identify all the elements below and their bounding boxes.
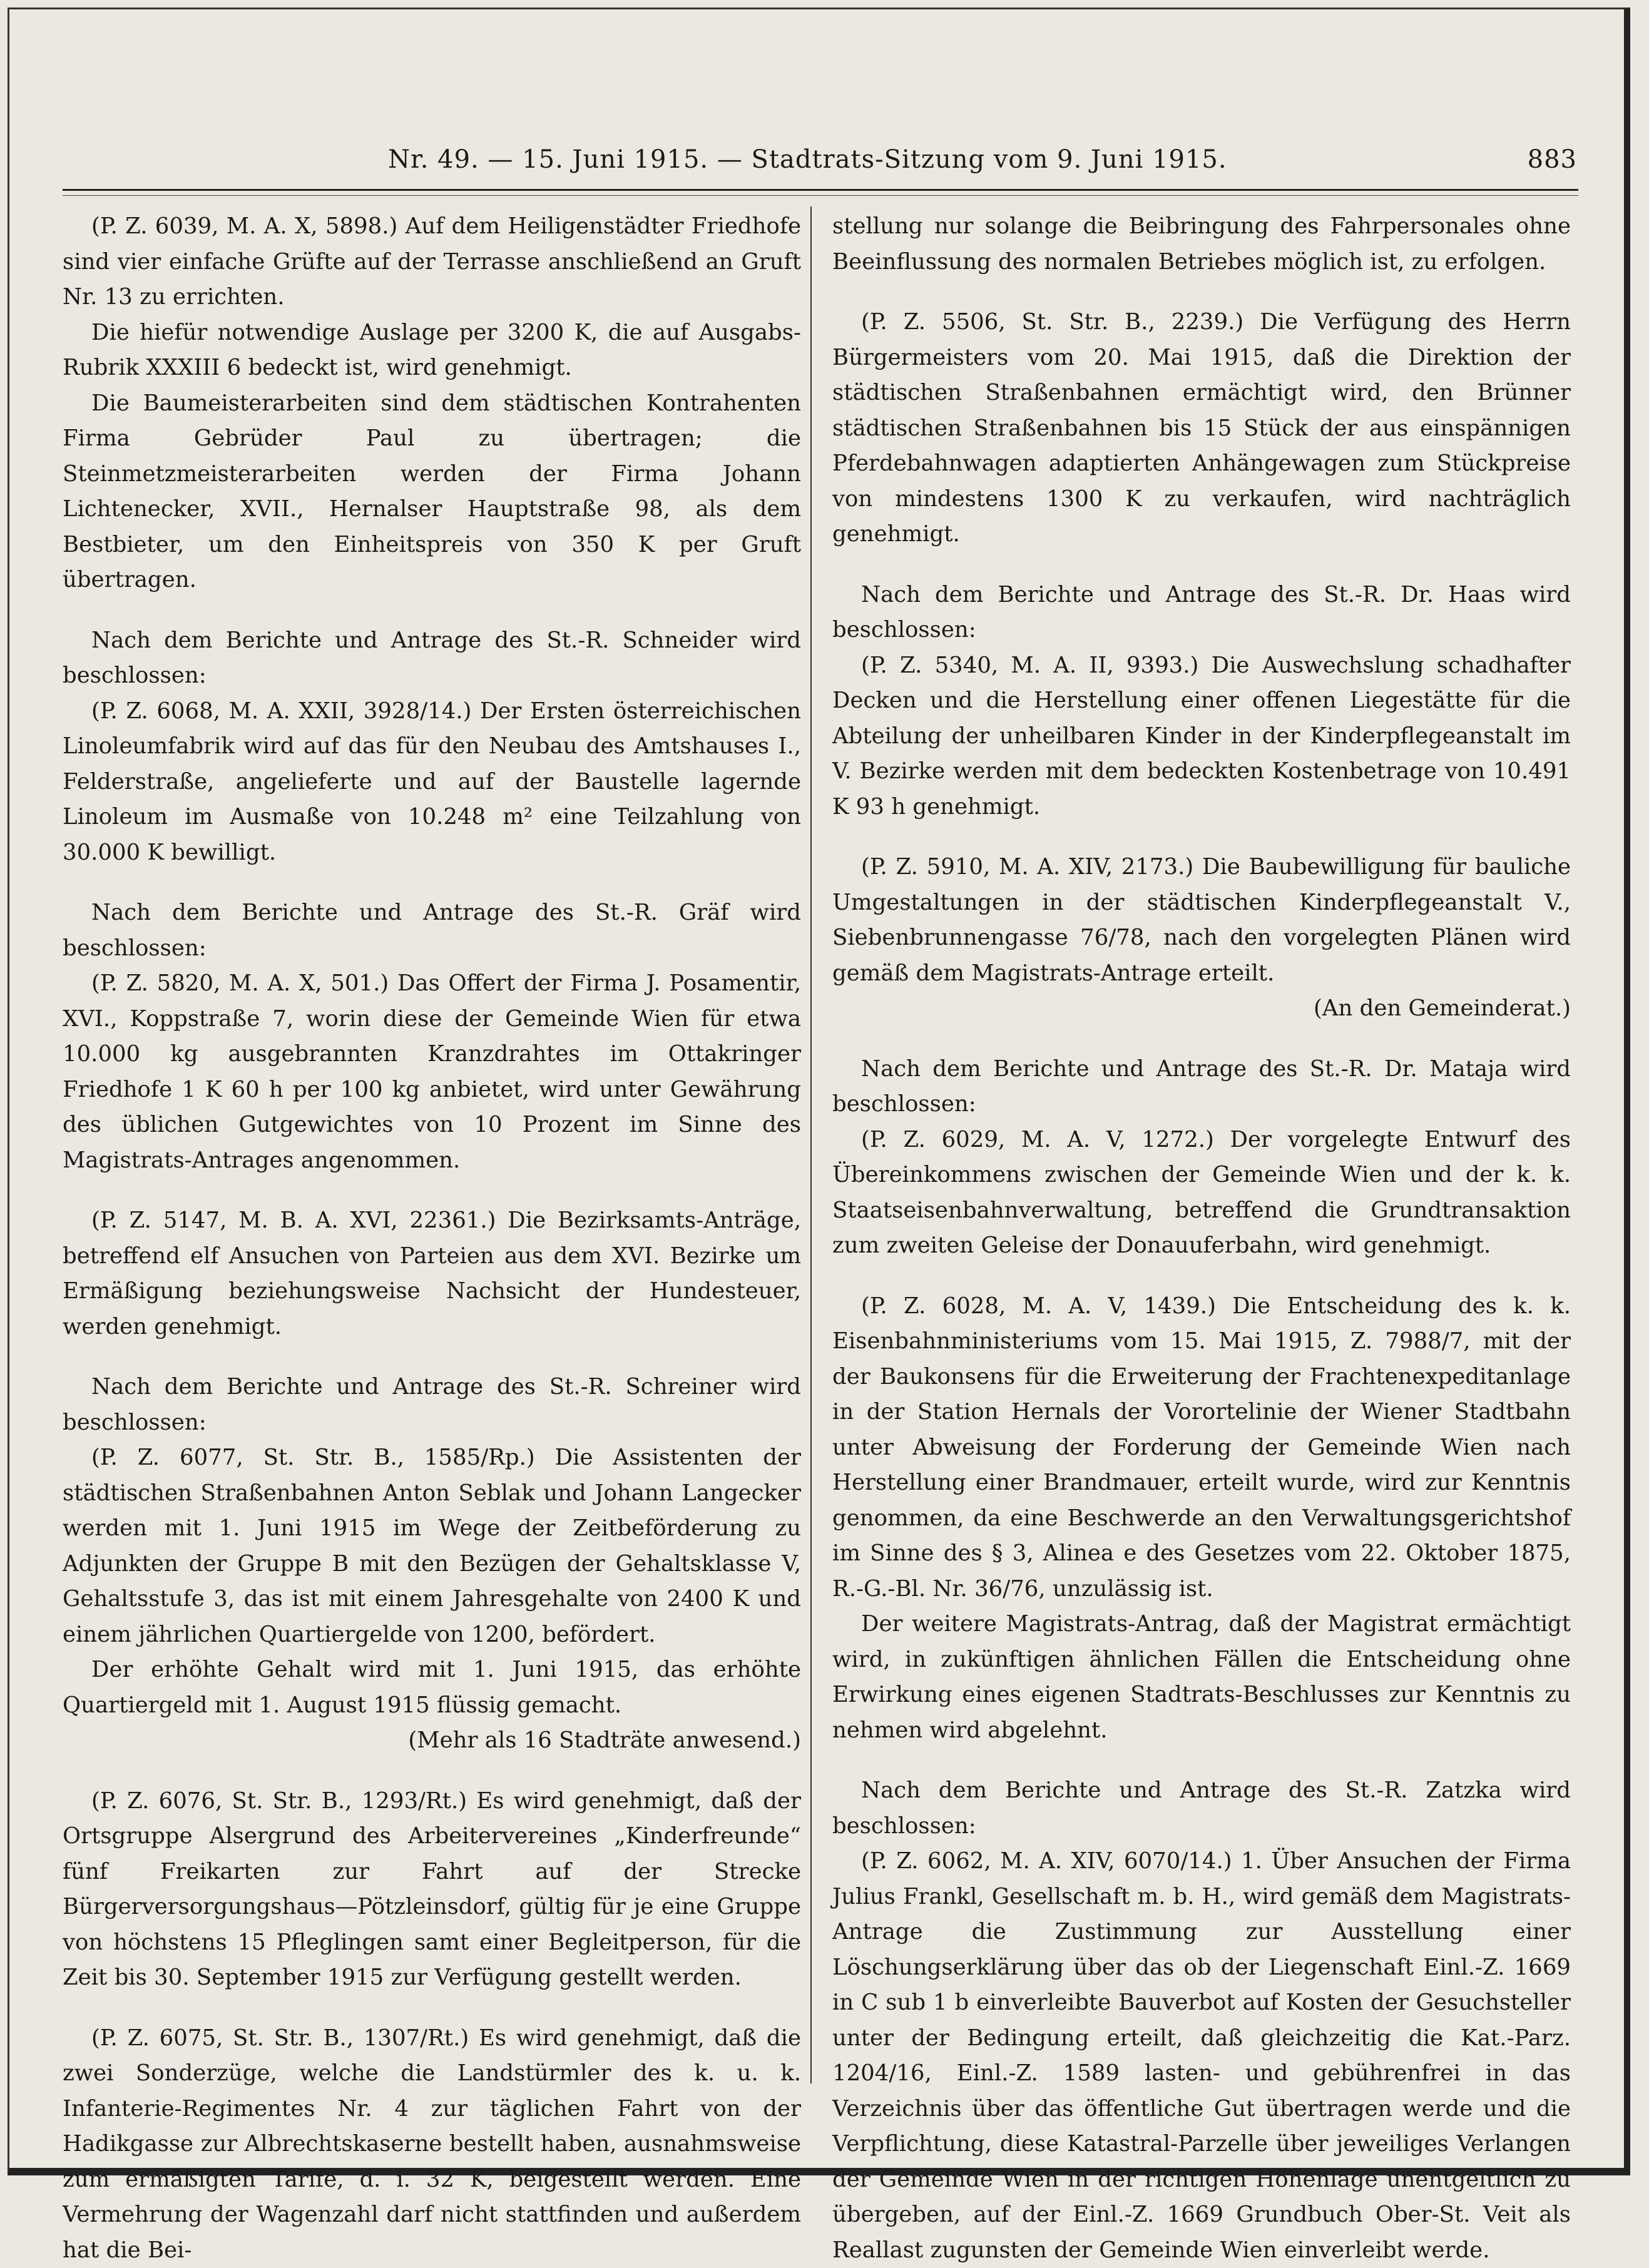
header-rule bbox=[63, 189, 1578, 191]
paragraph: (P. Z. 5820, M. A. X, 501.) Das Offert der Firma J. Posamentir, XVI., Koppstraße 7, worin diese der Gemeinde Wien für etwa 10.000 kg ausgebrannten Kranzdrahtes im Ottakringer Friedhofe 1 K 60 h per 100 kg anbietet, wird unter Gewährung des üblichen Gutgewichtes von 10 Prozent im Sinne des Magistrats-Antrages angenommen. bbox=[63, 966, 801, 1178]
paragraph: (P. Z. 5147, M. B. A. XVI, 22361.) Die Bezirksamts-Anträge, betreffend elf Ansuchen von Parteien aus dem XVI. Bezirke um Ermäßigung beziehungsweise Nachsicht der Hundesteuer, werden genehmigt. bbox=[63, 1203, 801, 1345]
header-title: Nr. 49. — 15. Juni 1915. — Stadtrats-Sitzung vom 9. Juni 1915. bbox=[388, 145, 1227, 174]
paragraph: (P. Z. 6077, St. Str. B., 1585/Rp.) Die Assistenten der städtischen Straßenbahnen Anton Seblak und Johann Langecker werden mit 1. Juni 1915 im Wege der Zeitbeförderung zu Adjunkten der Gruppe B mit den Bezügen der Gehaltsklasse V, Gehaltsstufe 3, das ist mit einem Jahresgehalte von 2400 K und einem jährlichen Quartiergelde von 1200, befördert. bbox=[63, 1440, 801, 1652]
motion-heading: Nach dem Berichte und Antrage des St.-R. Schneider wird beschlossen: bbox=[63, 623, 801, 694]
left-column bbox=[63, 209, 801, 2080]
attendance-note: (Mehr als 16 Stadträte anwesend.) bbox=[63, 1723, 801, 1759]
paragraph: (P. Z. 5910, M. A. XIV, 2173.) Die Baubewilligung für bauliche Umgestaltungen in der städtischen Kinderpflegeanstalt V., Siebenbrunnengasse 76/78, nach den vorgelegten Plänen wird gemäß dem Magistrats-Antrage erteilt. bbox=[832, 850, 1571, 991]
right-column bbox=[832, 209, 1571, 2080]
paragraph: (P. Z. 5506, St. Str. B., 2239.) Die Verfügung des Herrn Bürgermeisters vom 20. Mai 1915, daß die Direktion der städtischen Straßenbahnen ermächtigt wird, den Brünner städtischen Straßenbahnen bis 15 Stück der aus einspännigen Pferdebahnwagen adaptierten Anhängewagen zum Stückpreise von mindestens 1300 K zu verkaufen, wird nachträglich genehmigt. bbox=[832, 305, 1571, 552]
column-separator bbox=[810, 206, 812, 2083]
motion-heading: Nach dem Berichte und Antrage des St.-R. Dr. Mataja wird beschlossen: bbox=[832, 1052, 1571, 1122]
paragraph: (P. Z. 6028, M. A. V, 1439.) Die Entscheidung des k. k. Eisenbahnministeriums vom 15. Mai 1915, Z. 7988/7, mit der der Baukonsens für die Erweiterung der Frachtenexpeditanlage in der Station Hernals der Vorortelinie der Wiener Stadtbahn unter Abweisung der Forderung der Gemeinde Wien nach Herstellung einer Brandmauer, erteilt wurde, wird zur Kenntnis genommen, da eine Beschwerde an den Verwaltungsgerichtshof im Sinne des § 3, Alinea e des Gesetzes vom 22. Oktober 1875, R.-G.-Bl. Nr. 36/76, unzulässig ist. bbox=[832, 1289, 1571, 1607]
paragraph: stellung nur solange die Beibringung des Fahrpersonales ohne Beeinflussung des normalen Betriebes möglich ist, zu erfolgen. bbox=[832, 209, 1571, 280]
motion-heading: Nach dem Berichte und Antrage des St.-R. Schreiner wird beschlossen: bbox=[63, 1370, 801, 1440]
motion-heading: Nach dem Berichte und Antrage des St.-R. Dr. Haas wird beschlossen: bbox=[832, 577, 1571, 648]
paragraph: (P. Z. 6068, M. A. XXII, 3928/14.) Der Ersten österreichischen Linoleumfabrik wird auf das für den Neubau des Amtshauses I., Felderstraße, angelieferte und auf der Baustelle lagernde Linoleum im Ausmaße von 10.248 m² eine Teilzahlung von 30.000 K bewilligt. bbox=[63, 694, 801, 871]
paragraph: (P. Z. 6062, M. A. XIV, 6070/14.) 1. Über Ansuchen der Firma Julius Frankl, Gesellschaft m. b. H., wird gemäß dem Magistrats-Antrage die Zustimmung zur Ausstellung einer Löschungserklärung über das ob der Liegenschaft Einl.-Z. 1669 in C sub 1 b einverleibte Bauverbot auf Kosten der Gesuchsteller unter der Bedingung erteilt, daß gleichzeitig die Kat.-Parz. 1204/16, Einl.-Z. 1589 lasten- und gebührenfrei in das Verzeichnis über das öffentliche Gut übertragen werde und die Verpflichtung, diese Katastral-Parzelle über jeweiliges Verlangen der Gemeinde Wien in der richtigen Höhenlage unentgeltlich zu übergeben, auf der Einl.-Z. 1669 Grundbuch Ober-St. Veit als Reallast zugunsten der Gemeinde Wien einverleibt werde. bbox=[832, 1844, 1571, 2268]
paragraph: Der weitere Magistrats-Antrag, daß der Magistrat ermächtigt wird, in zukünftigen ähnlichen Fällen die Entscheidung ohne Erwirkung eines eigenen Stadtrats-Beschlusses zur Kenntnis zu nehmen wird abgelehnt. bbox=[832, 1607, 1571, 1748]
paragraph: (P. Z. 6039, M. A. X, 5898.) Auf dem Heiligenstädter Friedhofe sind vier einfache Grüfte auf der Terrasse anschließend an Gruft Nr. 13 zu errichten. bbox=[63, 209, 801, 315]
page-number: 883 bbox=[1528, 145, 1577, 174]
paragraph: (P. Z. 6076, St. Str. B., 1293/Rt.) Es wird genehmigt, daß der Ortsgruppe Alsergrund des Arbeitervereines „Kinderfreunde“ fünf Freikarten zur Fahrt auf der Strecke Bürgerversorgungshaus—Pötzleinsdorf, gültig für je eine Gruppe von höchstens 15 Pfleglingen samt einer Begleitperson, für die Zeit bis 30. September 1915 zur Verfügung gestellt werden. bbox=[63, 1784, 801, 1996]
paragraph: (P. Z. 6029, M. A. V, 1272.) Der vorgelegte Entwurf des Übereinkommens zwischen der Gemeinde Wien und der k. k. Staatseisenbahnverwaltung, betreffend die Grundtransaktion zum zweiten Geleise der Donauuferbahn, wird genehmigt. bbox=[832, 1122, 1571, 1264]
paragraph: Der erhöhte Gehalt wird mit 1. Juni 1915, das erhöhte Quartiergeld mit 1. August 1915 flüssig gemacht. bbox=[63, 1652, 801, 1723]
motion-heading: Nach dem Berichte und Antrage des St.-R. Zatzka wird beschlossen: bbox=[832, 1773, 1571, 1844]
paragraph: (P. Z. 5340, M. A. II, 9393.) Die Auswechslung schadhafter Decken und die Herstellung einer offenen Liegestätte für die Abteilung der unheilbaren Kinder in der Kinderpflegeanstalt im V. Bezirke werden mit dem bedeckten Kostenbetrage von 10.491 K 93 h genehmigt. bbox=[832, 648, 1571, 825]
referral-note: (An den Gemeinderat.) bbox=[832, 991, 1571, 1027]
page-header bbox=[388, 145, 1577, 183]
header-rule-thin bbox=[63, 195, 1578, 196]
paragraph: Die Baumeisterarbeiten sind dem städtischen Kontrahenten Firma Gebrüder Paul zu übertragen; die Steinmetzmeisterarbeiten werden der Firma Johann Lichtenecker, XVII., Hernalser Hauptstraße 98, als dem Bestbieter, um den Einheitspreis von 350 K per Gruft übertragen. bbox=[63, 386, 801, 598]
motion-heading: Nach dem Berichte und Antrage des St.-R. Gräf wird beschlossen: bbox=[63, 895, 801, 966]
paragraph: Die hiefür notwendige Auslage per 3200 K, die auf Ausgabs-Rubrik XXXIII 6 bedeckt ist, wird genehmigt. bbox=[63, 315, 801, 386]
paragraph: (P. Z. 6075, St. Str. B., 1307/Rt.) Es wird genehmigt, daß die zwei Sonderzüge, welche die Landstürmler des k. u. k. Infanterie-Regimentes Nr. 4 zur täglichen Fahrt von der Hadikgasse zur Albrechtskaserne bestellt haben, ausnahmsweise zum ermäßigten Tarife, d. i. 32 K, beigestellt werden. Eine Vermehrung der Wagenzahl darf nicht stattfinden und außerdem hat die Bei- bbox=[63, 2021, 801, 2268]
